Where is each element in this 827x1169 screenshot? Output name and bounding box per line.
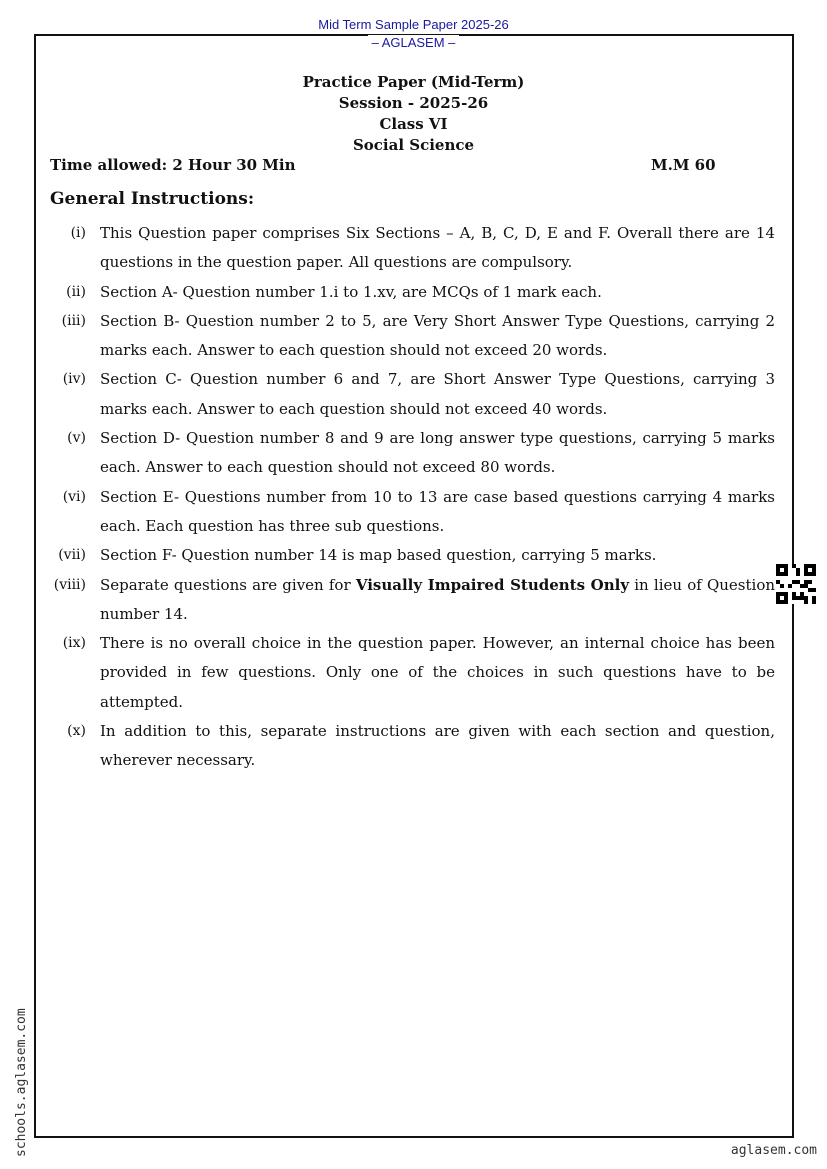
footer-watermark: aglasem.com [730,1143,817,1158]
instruction-text-part: in lieu of Question number 14. [100,575,776,623]
instruction-number: (i) [70,225,86,241]
class: Class VI [379,115,448,133]
instruction-text [100,571,775,630]
instruction-text: Section C- Question number 6 and 7, are Short Answer Type Questions, carrying 3 marks each. Answer to each question should not exceed 40 words. [100,370,775,418]
qr-code [776,564,816,604]
instruction-number: (v) [67,430,86,447]
instruction-item [50,483,775,542]
side-watermark: schools.aglasem.com [14,1008,29,1157]
instruction-item [50,365,775,424]
session: Session - 2025-26 [338,94,489,112]
instruction-item [50,278,775,307]
instruction-number: (x) [67,723,86,740]
paper-title: Practice Paper (Mid-Term) [302,73,525,91]
instruction-item [50,541,775,570]
instructions-heading: General Instructions: [50,189,255,209]
instruction-number: (viii) [53,576,86,593]
header-title: Mid Term Sample Paper 2025-26 [318,17,509,32]
instruction-text: Section E- Questions number from 10 to 13 are case based questions carrying 4 marks each. Each question has three sub questions. [100,487,775,535]
instructions-list [50,219,775,776]
instruction-number: (iii) [61,312,86,329]
header-brand: – AGLASEM – [368,35,460,50]
max-marks: M.M 60 [651,156,716,174]
instruction-item [50,424,775,483]
instruction-item [50,717,775,776]
emphasis: Visually Impaired Students Only [355,575,630,594]
instruction-item [50,307,775,366]
instruction-item [50,571,775,630]
instruction-text: In addition to this, separate instructions are given with each section and question, wherever necessary. [100,722,775,770]
instruction-number: (iv) [62,371,86,388]
instruction-text: This Question paper comprises Six Sections – A, B, C, D, E and F. Overall there are 14 questions in the question paper. All questions are compulsory. [100,224,775,272]
instruction-text: Section B- Question number 2 to 5, are Very Short Answer Type Questions, carrying 2 marks each. Answer to each question should not exceed 20 words. [100,311,775,360]
instruction-text: Section A- Question number 1.i to 1.xv, are MCQs of 1 mark each. [100,282,602,301]
instruction-number: (ix) [62,635,86,652]
instruction-number: (vii) [58,547,86,564]
instruction-text: There is no overall choice in the question paper. However, an internal choice has been provided in few questions. Only one of the choices in such questions have to be attempted. [100,634,775,711]
instruction-item [50,629,775,717]
time-allowed: Time allowed: 2 Hour 30 Min [50,156,296,174]
instruction-text: Section F- Question number 14 is map based question, carrying 5 marks. [100,546,657,565]
subject: Social Science [352,136,475,154]
instruction-number: (ii) [66,283,86,300]
instruction-number: (vi) [62,488,86,505]
instruction-item [50,219,775,278]
instruction-text-part: Separate questions are given for [100,575,356,594]
instruction-text: Section D- Question number 8 and 9 are long answer type questions, carrying 5 marks each. Answer to each question should not exceed 80 words. [100,429,775,477]
